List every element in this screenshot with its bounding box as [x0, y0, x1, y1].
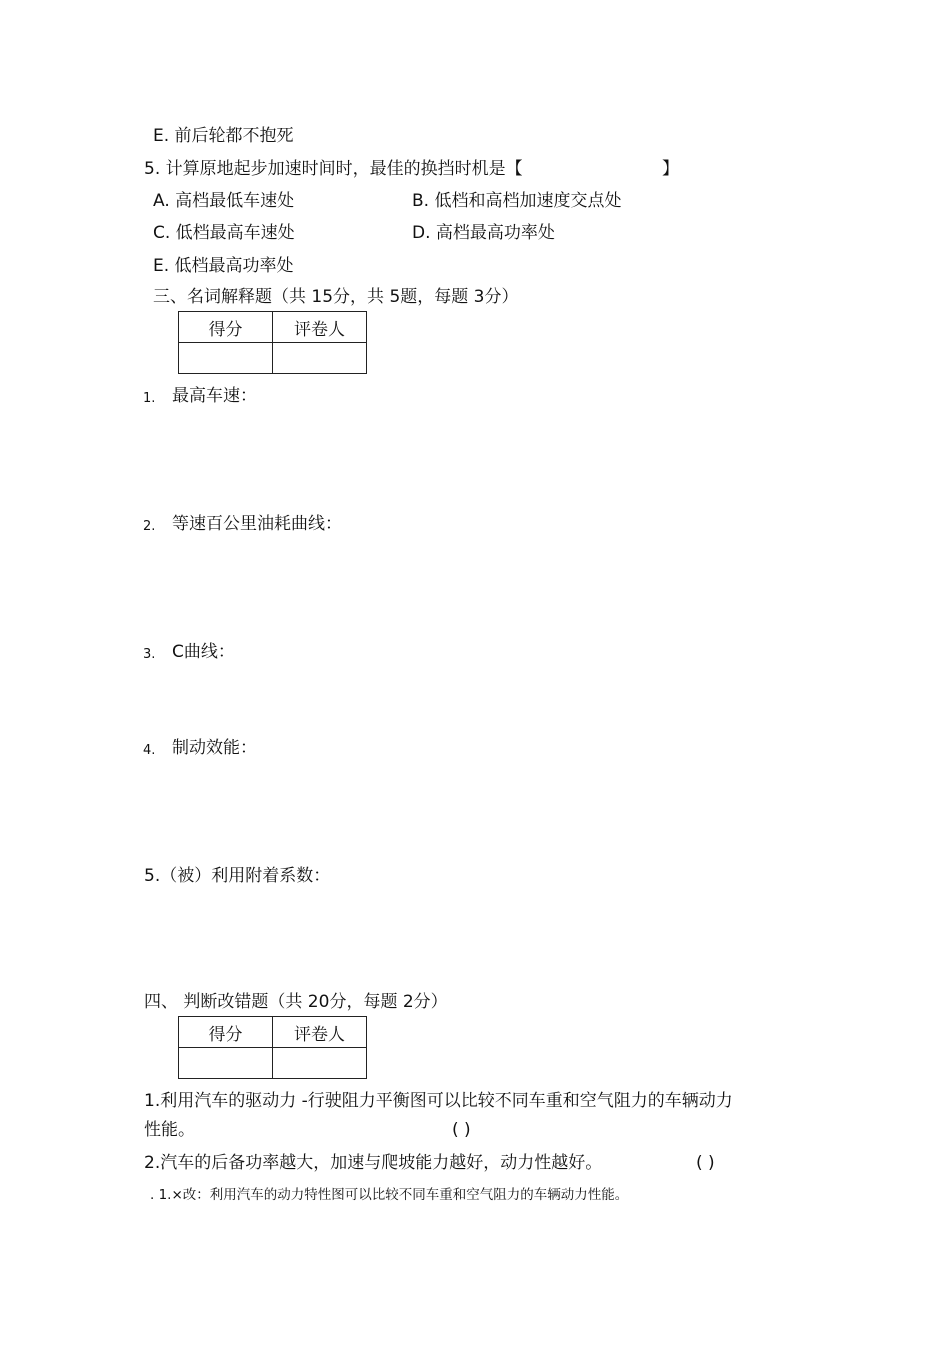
section4-heading: 四、 判断改错题（共 20分，每题 2分）: [144, 992, 448, 1012]
grader-label: 评卷人: [273, 1017, 367, 1048]
q5-stem: 5. 计算原地起步加速时间时，最佳的换挡时机是【: [144, 159, 523, 179]
q5-bracket-close: 】: [662, 159, 679, 179]
section3-item-1-text: 最高车速：: [172, 386, 257, 406]
score-cell[interactable]: [179, 343, 273, 374]
q5-option-a: A. 高档最低车速处: [153, 191, 295, 211]
q5-option-e: E. 低档最高功率处: [153, 256, 294, 276]
q5-option-c: C. 低档最高车速处: [153, 223, 295, 243]
q4-option-e: E. 前后轮都不抱死: [153, 126, 294, 146]
grader-label: 评卷人: [273, 312, 367, 343]
section4-q1-line1: 1.利用汽车的驱动力 -行驶阻力平衡图可以比较不同车重和空气阻力的车辆动力: [144, 1091, 733, 1111]
section3-item-2-num: 2.: [143, 519, 156, 534]
section3-heading: 三、名词解释题（共 15分，共 5题，每题 3分）: [153, 287, 519, 307]
section3-item-3-text: C曲线：: [172, 642, 235, 662]
grader-cell[interactable]: [273, 1048, 367, 1079]
score-cell[interactable]: [179, 1048, 273, 1079]
section3-grade-table: [178, 311, 367, 374]
score-label: 得分: [179, 312, 273, 343]
score-label: 得分: [179, 1017, 273, 1048]
section3-item-4-num: 4.: [143, 743, 156, 758]
answer-note: . 1.×改：利用汽车的动力特性图可以比较不同车重和空气阻力的车辆动力性能。: [150, 1187, 629, 1203]
section4-q2-text: 2.汽车的后备功率越大，加速与爬坡能力越好，动力性越好。: [144, 1153, 603, 1173]
section4-q2-answer-paren[interactable]: ( ): [696, 1153, 715, 1173]
section4-q1-line2: 性能。: [144, 1120, 195, 1140]
section3-item-4-text: 制动效能：: [172, 738, 257, 758]
q5-option-d: D. 高档最高功率处: [412, 223, 555, 243]
section4-q1-answer-paren[interactable]: ( ): [452, 1120, 471, 1140]
section4-grade-table: [178, 1016, 367, 1079]
q5-option-b: B. 低档和高档加速度交点处: [412, 191, 622, 211]
section3-item-3-num: 3.: [143, 647, 156, 662]
section3-item-5: 5.（被）利用附着系数：: [144, 866, 331, 886]
section3-item-2-text: 等速百公里油耗曲线：: [172, 514, 342, 534]
section3-item-1-num: 1.: [143, 391, 156, 406]
grader-cell[interactable]: [273, 343, 367, 374]
